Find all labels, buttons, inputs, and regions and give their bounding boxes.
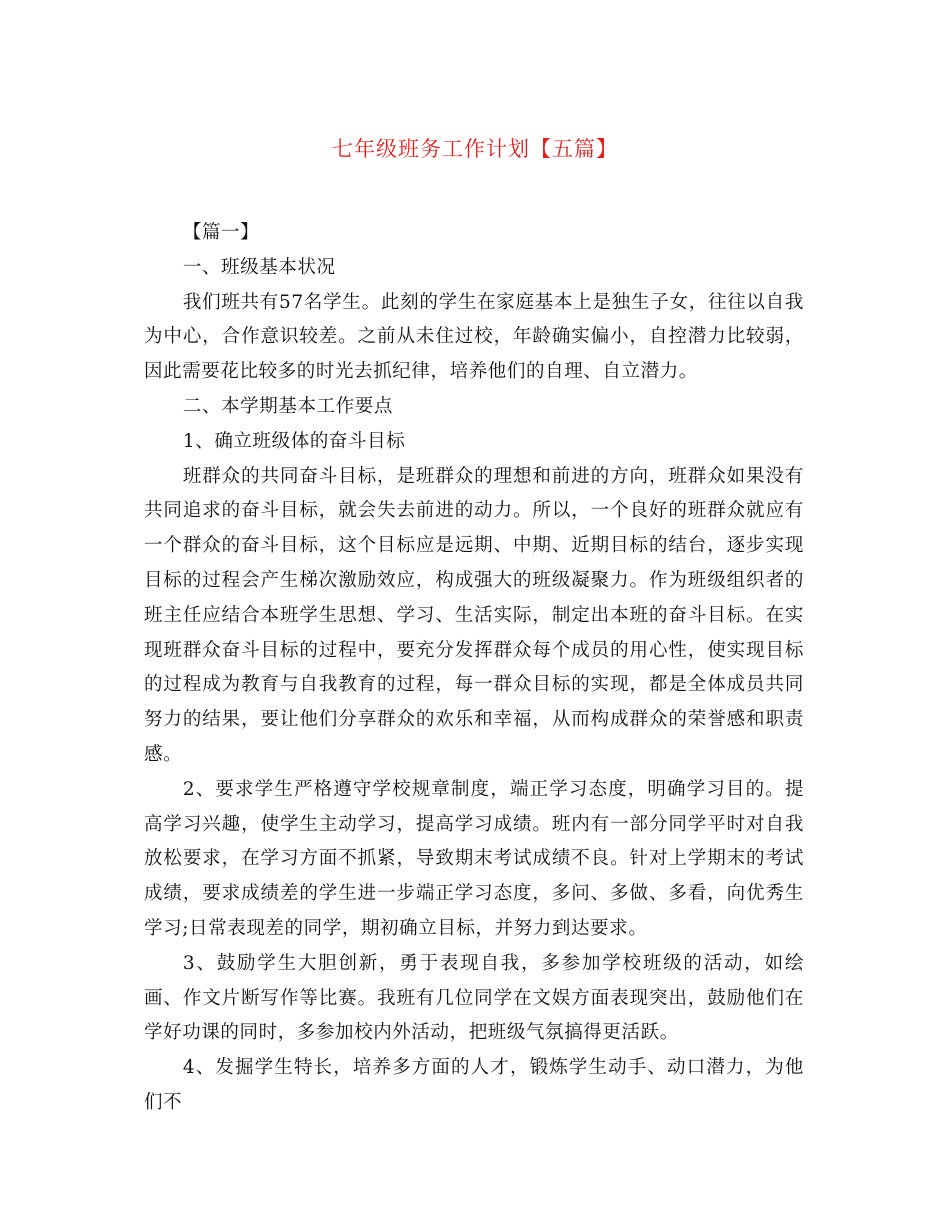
paragraph-class-situation: 我们班共有57名学生。此刻的学生在家庭基本上是独生子女，往往以自我为中心，合作意识较差。之前从未住过校，年龄确实偏小，自控潜力比较弱，因此需要花比较多的时光去抓纪律，培养他们的自理、自立潜力。 xyxy=(144,291,804,383)
paragraph-item-4: 4、发掘学生特长，培养多方面的人才，锻炼学生动手、动口潜力，为他们不 xyxy=(144,1057,804,1113)
subheading-class-situation: 一、班级基本状况 xyxy=(182,256,336,278)
document-title: 七年级班务工作计划【五篇】 xyxy=(332,137,618,161)
item-heading-goal: 1、确立班级体的奋斗目标 xyxy=(182,430,406,452)
document-body xyxy=(144,216,804,1121)
paragraph-item-3: 3、鼓励学生大胆创新，勇于表现自我，多参加学校班级的活动，如绘画、作文片断写作等比赛。我班有几位同学在文娱方面表现突出，鼓励他们在学好功课的同时，多参加校内外活动，把班级气氛搞得更活跃。 xyxy=(144,952,804,1044)
subheading-work-points: 二、本学期基本工作要点 xyxy=(182,395,393,417)
paragraph-goal: 班群众的共同奋斗目标，是班群众的理想和前进的方向，班群众如果没有共同追求的奋斗目标，就会失去前进的动力。所以，一个良好的班群众就应有一个群众的奋斗目标，这个目标应是远期、中期、近期目标的结台，逐步实现目标的过程会产生梯次激励效应，构成强大的班级凝聚力。作为班级组织者的班主任应结合本班学生思想、学习、生活实际，制定出本班的奋斗目标。在实现班群众奋斗目标的过程中，要充分发挥群众每个成员的用心性，使实现目标的过程成为教育与自我教育的过程，每一群众目标的实现，都是全体成员共同努力的结果，要让他们分享群众的欢乐和幸福，从而构成群众的荣誉感和职责感。 xyxy=(144,465,804,765)
section-heading-part-one: 【篇一】 xyxy=(182,222,260,243)
paragraph-item-2: 2、要求学生严格遵守学校规章制度，端正学习态度，明确学习目的。提高学习兴趣，使学生主动学习，提高学习成绩。班内有一部分同学平时对自我放松要求，在学习方面不抓紧，导致期末考试成绩不良。针对上学期末的考试成绩，要求成绩差的学生进一步端正学习态度，多问、多做、多看，向优秀生学习;日常表现差的同学，期初确立目标，并努力到达要求。 xyxy=(144,778,804,939)
